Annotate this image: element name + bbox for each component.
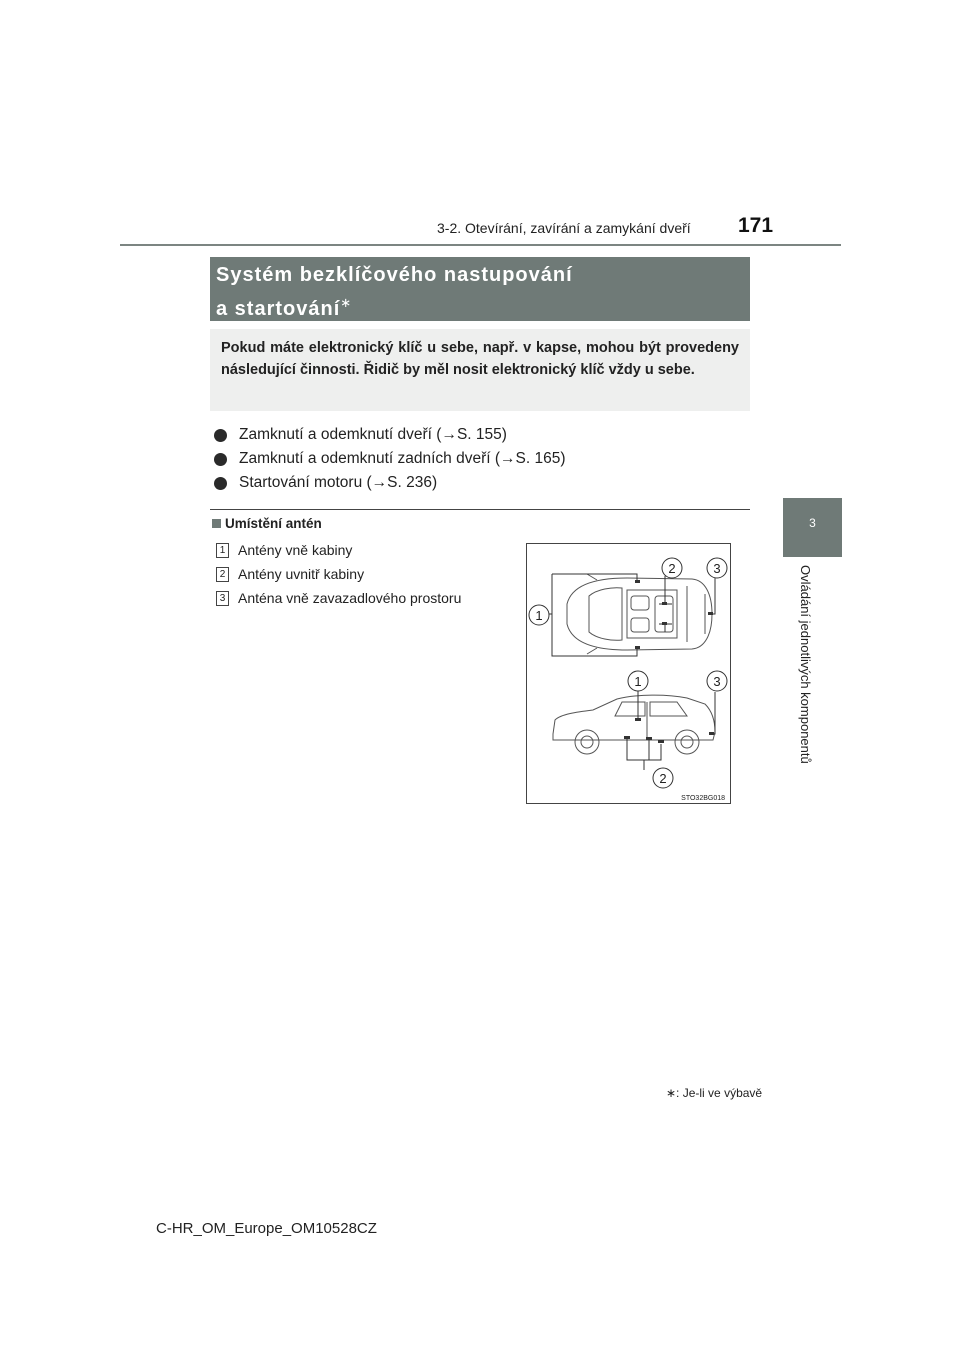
bullet-list <box>214 423 734 495</box>
bullet-text: Startování motoru (→S. 236) <box>239 474 438 491</box>
figure-callout-number: 2 <box>668 561 676 576</box>
header-divider <box>120 244 841 246</box>
legend-label: Anténa vně zavazadlového prostoru <box>238 590 462 606</box>
antenna-legend <box>216 538 461 610</box>
legend-label: Antény uvnitř kabiny <box>238 566 365 582</box>
subsection-heading-text: Umístění antén <box>225 516 322 531</box>
page-title-line1: Systém bezklíčového nastupování <box>216 264 573 286</box>
chapter-side-label <box>800 565 820 795</box>
bullet-item <box>214 423 734 447</box>
bullet-dot-icon <box>214 477 227 490</box>
document-code: C-HR_OM_Europe_OM10528CZ <box>156 1220 377 1237</box>
equipment-marker: ∗ <box>340 295 353 310</box>
callout-circles <box>529 558 727 788</box>
figure-callout-number: 3 <box>713 561 721 576</box>
figure-callout-number: 1 <box>634 674 642 689</box>
bullet-item <box>214 447 734 471</box>
header-section-title: 3-2. Otevírání, zavírání a zamykání dveří <box>437 220 691 236</box>
car-side-view-illustration <box>553 695 715 754</box>
antenna-markers-side <box>624 718 714 743</box>
chapter-tab <box>783 498 842 557</box>
bullet-text: Zamknutí a odemknutí dveří (→S. 155) <box>239 426 507 443</box>
car-top-view-illustration <box>567 574 712 654</box>
antenna-location-figure <box>526 543 731 804</box>
bullet-item <box>214 471 734 495</box>
legend-label: Antény vně kabiny <box>238 542 353 558</box>
chapter-title: Ovládání jednotlivých komponentů <box>798 565 813 764</box>
bullet-dot-icon <box>214 453 227 466</box>
legend-number: 1 <box>216 543 229 558</box>
figure-callout-number: 3 <box>713 674 721 689</box>
legend-number: 2 <box>216 567 229 582</box>
bullet-text: Zamknutí a odemknutí zadních dveří (→S. 165) <box>239 450 566 467</box>
figure-callout-number: 1 <box>535 608 543 623</box>
section-divider <box>210 509 750 510</box>
page-number: 171 <box>738 214 774 237</box>
legend-item <box>216 562 461 586</box>
square-bullet-icon <box>212 519 221 528</box>
chapter-number: 3 <box>809 516 816 530</box>
footnote: ∗: Je-li ve výbavě <box>666 1086 763 1100</box>
page-title-box <box>210 257 750 321</box>
bullet-dot-icon <box>214 429 227 442</box>
legend-item <box>216 586 461 610</box>
intro-box: Pokud máte elektronický klíč u sebe, např. v kapse, mohou být provedeny následující činnosti. Řidič by měl nosit elektronický klíč vždy u sebe. <box>210 329 750 411</box>
legend-item <box>216 538 461 562</box>
legend-number: 3 <box>216 591 229 606</box>
car-diagram <box>527 544 732 805</box>
subsection-heading <box>212 516 322 531</box>
page-title-line2: a startování <box>216 298 341 320</box>
figure-callout-number: 2 <box>659 771 667 786</box>
figure-code: STO32BG018 <box>681 795 725 802</box>
